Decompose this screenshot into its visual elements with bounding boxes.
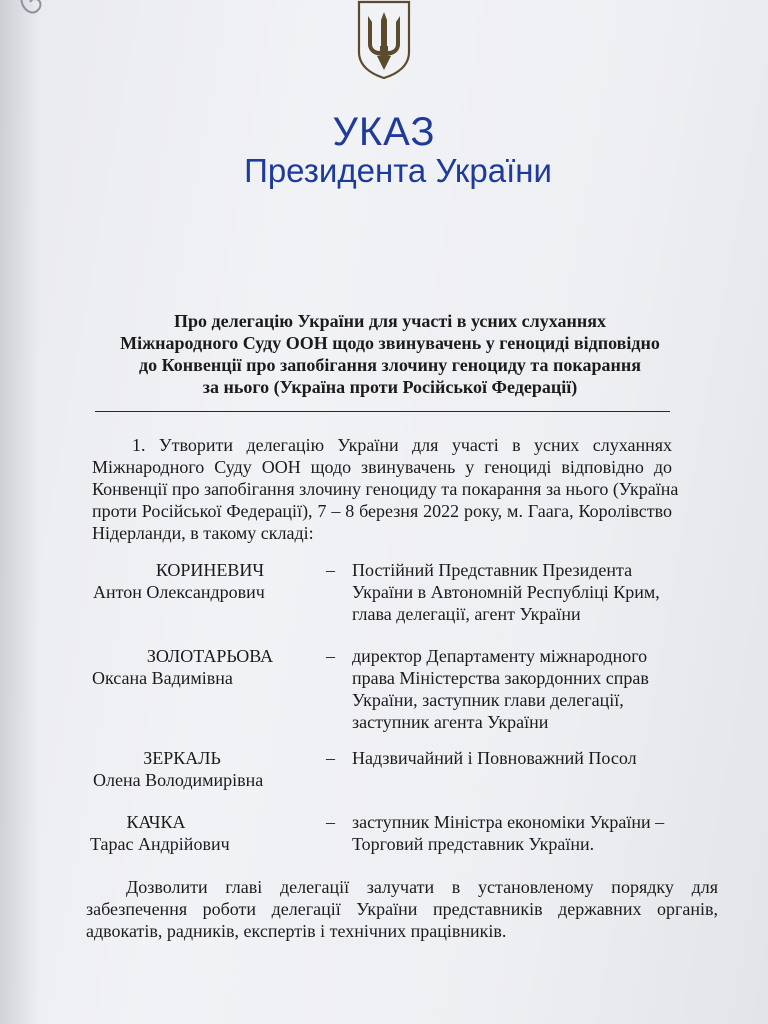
paragraph-line: 1. Утворити делегацію України для участі в усних слуханнях — [132, 435, 672, 455]
member-dash: – — [326, 646, 335, 666]
subject-line: Міжнародного Суду ООН щодо звинувачень у геноциді відповідно — [120, 333, 660, 353]
member-position-line: Постійний Представник Президента — [352, 560, 633, 580]
subject-line: за нього (Україна проти Російської Федерації) — [202, 377, 578, 397]
paper-clip-icon — [18, 0, 48, 16]
paragraph-line: проти Російської Федерації), 7 – 8 березня 2022 року, м. Гаага, Королівство — [92, 501, 672, 521]
member-position-line: заступник агента України — [352, 712, 549, 732]
subject-line: до Конвенції про запобігання злочину геноциду та покарання — [139, 355, 641, 375]
member-surname: КАЧКА — [126, 812, 186, 832]
decree-subject — [80, 310, 700, 398]
member-surname: ЗОЛОТАРЬОВА — [146, 646, 274, 666]
paragraph-line: Міжнародного Суду ООН щодо звинувачень у геноциді відповідно до — [92, 457, 672, 477]
paragraph-2 — [86, 876, 718, 942]
member-dash: – — [326, 748, 335, 768]
member-position-line: права Міністерства закордонних справ — [352, 668, 649, 688]
member-surname: КОРИНЕВИЧ — [155, 560, 265, 580]
document-title: УКАЗ — [332, 110, 436, 154]
paragraph-line: адвокатів, радників, експертів і технічних працівників. — [86, 921, 507, 941]
trident-coat-of-arms-icon — [355, 0, 413, 80]
member-dash: – — [326, 560, 335, 580]
member-position-line: директор Департаменту міжнародного — [352, 646, 648, 666]
member-position-line: України в Автономній Республіці Крим, — [352, 582, 660, 602]
member-given-name: Олена Володимирівна — [93, 770, 264, 790]
member-surname: ЗЕРКАЛЬ — [143, 748, 221, 768]
member-given-name: Антон Олександрович — [93, 582, 265, 602]
paragraph-line: Конвенції про запобігання злочину геноциду та покарання за нього (Україна — [92, 479, 679, 499]
paragraph-line: забезпечення роботи делегації України представників державних органів, — [86, 899, 718, 919]
paragraph-line: Нідерланди, в такому складі: — [92, 523, 314, 543]
subject-underline — [95, 411, 670, 412]
member-position-line: глава делегації, агент України — [352, 604, 581, 624]
member-dash: – — [326, 812, 335, 832]
member-given-name: Тарас Андрійович — [90, 834, 230, 854]
document-subtitle: Президента України — [244, 152, 552, 189]
member-position-line: заступник Міністра економіки України – — [352, 812, 665, 832]
member-given-name: Оксана Вадимівна — [92, 668, 233, 688]
member-position-line: Надзвичайний і Повноважний Посол — [352, 748, 637, 768]
paragraph-1 — [92, 434, 679, 544]
paragraph-line: Дозволити главі делегації залучати в установленому порядку для — [126, 877, 718, 897]
member-position-line: України, заступник глави делегації, — [352, 690, 624, 710]
subject-line: Про делегацію України для участі в усних слуханнях — [173, 311, 606, 331]
member-position-line: Торговий представник України. — [352, 834, 595, 854]
